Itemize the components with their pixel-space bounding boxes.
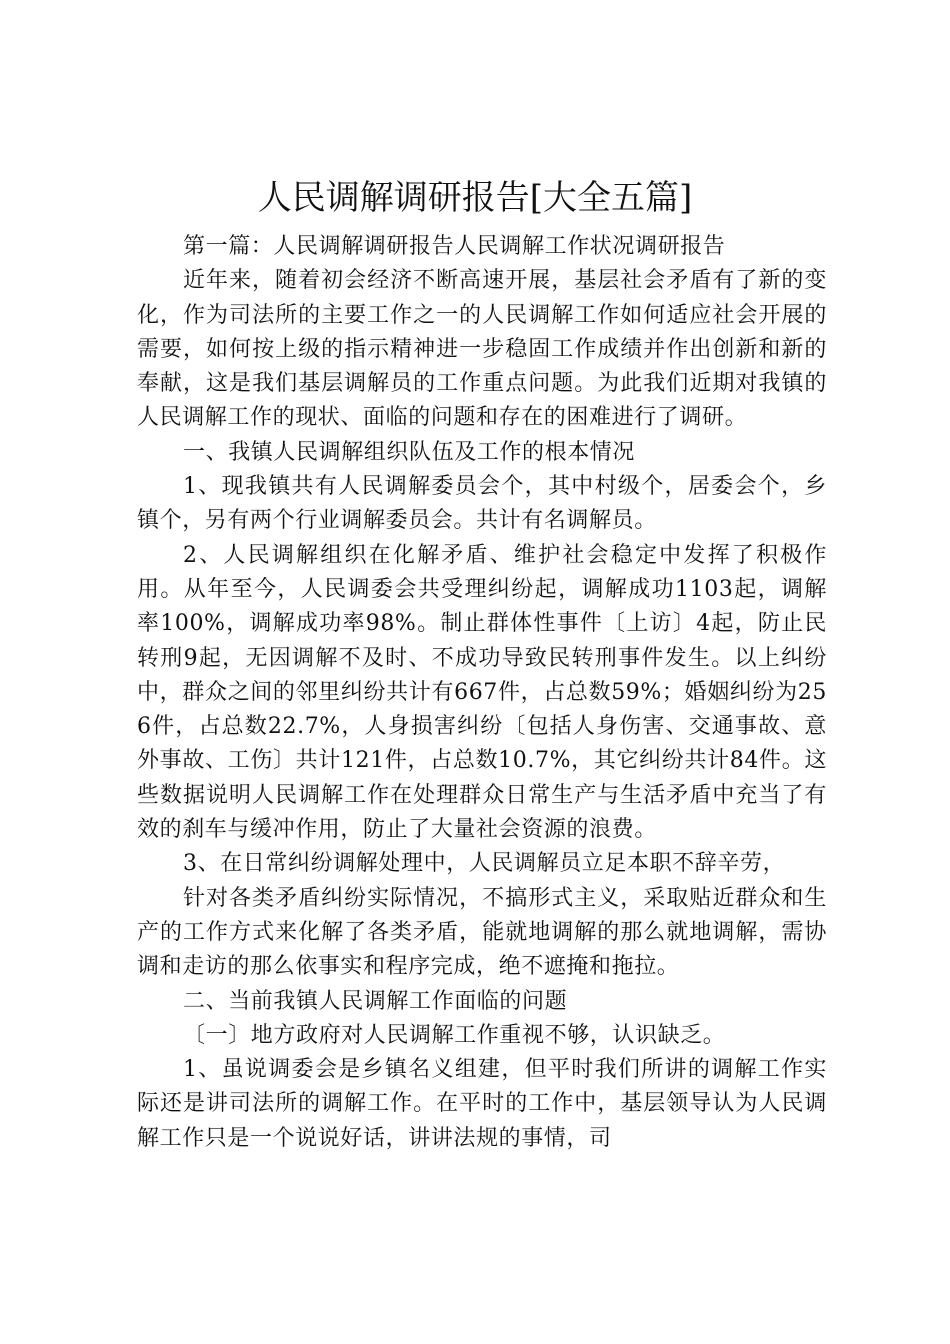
subsection-heading-1: 〔一〕地方政府对人民调解工作重视不够，认识缺乏。: [183, 1022, 726, 1048]
paragraph-item-1: 1、现我镇共有人民调解委员会个，其中村级个，居委会个，乡镇个，另有两个行业调解委员会。共计有名调解员。: [137, 474, 827, 534]
paragraph-item-3: 3、在日常纠纷调解处理中，人民调解员立足本职不辞辛劳，: [183, 851, 786, 877]
paragraph-item-2: 2、人民调解组织在化解矛盾、维护社会稳定中发挥了积极作用。从年至今，人民调委会共受理纠纷起，调解成功1103起，调解率100%，调解成功率98%。制止群体性事件〔上访〕4起，防止民转刑9起，无因调解不及时、不成功导致民转刑事件发生。以上纠纷中，群众之间的邻里纠纷共计有667件，占总数59%；婚姻纠纷为256件，占总数22.7%，人身损害纠纷〔包括人身伤害、交通事故、意外事故、工伤〕共计121件，占总数10.7%，其它纠纷共计84件。这些数据说明人民调解工作在处理群众日常生产与生活矛盾中充当了有效的刹车与缓冲作用，防止了大量社会资源的浪费。: [137, 542, 827, 843]
document-body: [137, 230, 827, 1156]
section-heading-2: 二、当前我镇人民调解工作面临的问题: [183, 988, 568, 1014]
document-title: 人民调解调研报告[大全五篇]: [257, 178, 693, 218]
paragraph-item-3-cont: 针对各类矛盾纠纷实际情况，不搞形式主义，采取贴近群众和生产的工作方式来化解了各类矛盾，能就地调解的那么就地调解，需协调和走访的那么依事实和程序完成，绝不遮掩和拖拉。: [137, 885, 827, 980]
paragraph-chapter-heading: 第一篇：人民调解调研报告人民调解工作状况调研报告: [183, 234, 726, 259]
paragraph-sub-item-1: 1、虽说调委会是乡镇名义组建，但平时我们所讲的调解工作实际还是讲司法所的调解工作。在平时的工作中，基层领导认为人民调解工作只是一个说说好话，讲讲法规的事情，司: [137, 1057, 827, 1151]
paragraph-intro: 近年来，随着初会经济不断高速开展，基层社会矛盾有了新的变化，作为司法所的主要工作之一的人民调解工作如何适应社会开展的需要，如何按上级的指示精神进一步稳固工作成绩并作出创新和新的奉献，这是我们基层调解员的工作重点问题。为此我们近期对我镇的人民调解工作的现状、面临的问题和存在的困难进行了调研。: [137, 268, 827, 431]
section-heading-1: 一、我镇人民调解组织队伍及工作的根本情况: [183, 439, 636, 465]
